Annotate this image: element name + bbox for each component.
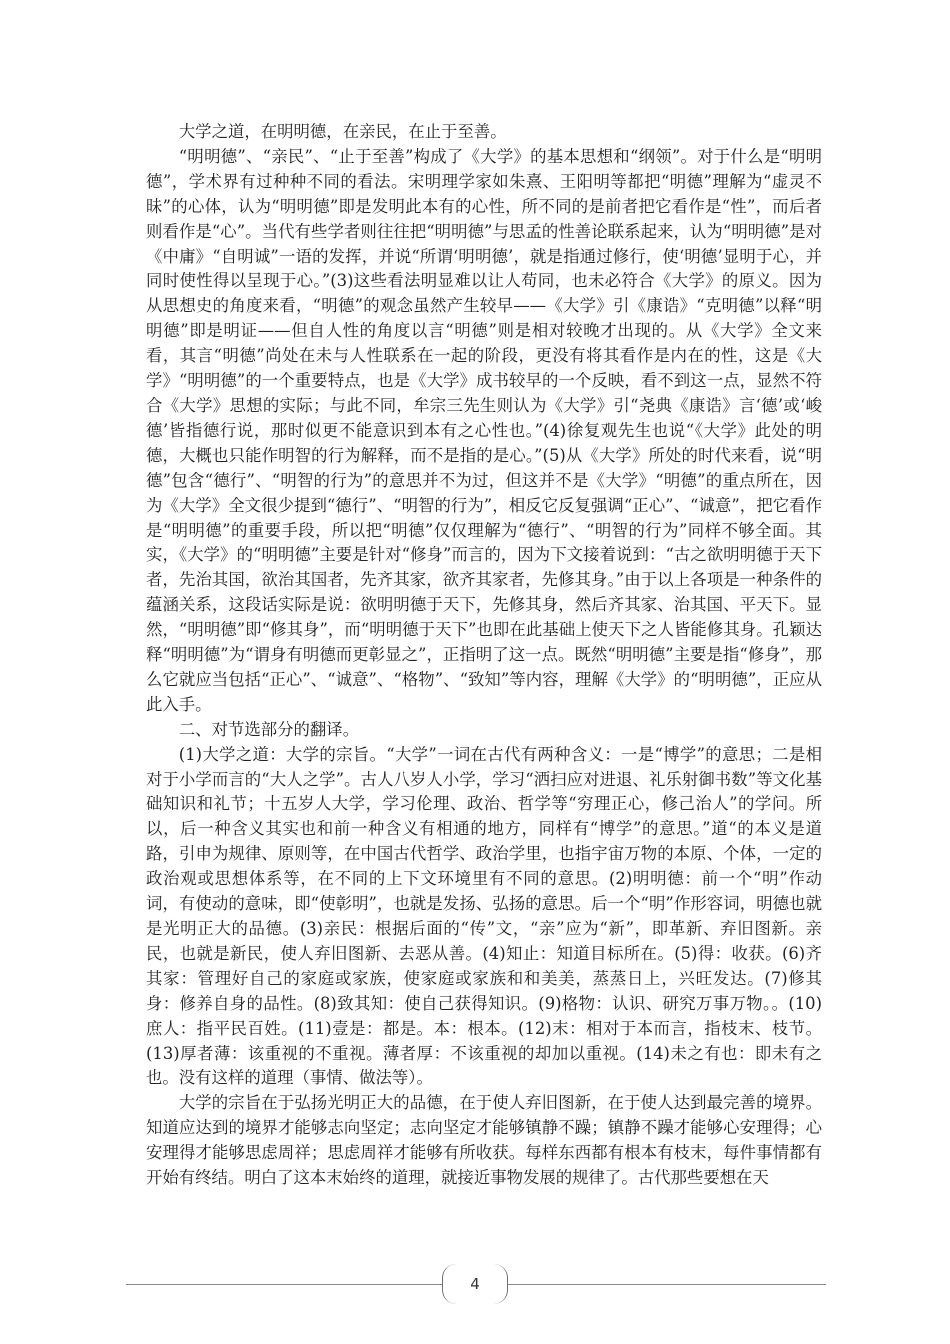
- annotation-paragraph: (1)大学之道：大学的宗旨。“大学”一词在古代有两种含义：一是“博学”的意思；二是相对于小学而言的“大人之学”。古人八岁人小学，学习“洒扫应对进退、礼乐射御书数”等文化基础知识和礼节；十五岁人大学，学习伦理、政治、哲学等“穷理正心，修己治人”的学问。所以，后一种含义其实也和前一种含义有相通的地方，同样有“博学”的意思。”道“的本义是道路，引申为规律、原则等，在中国古代哲学、政治学里，也指宇宙万物的本原、个体，一定的政治观或思想体系等，在不同的上下文环境里有不同的意思。(2)明明德：前一个“明”作动词，有使动的意味，即“使彰明”，也就是发扬、弘扬的意思。后一个“明”作形容词，明德也就是光明正大的品德。(3)亲民：根据后面的“传”文，“亲”应为“新”，即革新、弃旧图新。亲民，也就是新民，使人弃旧图新、去恶从善。(4)知止：知道目标所在。(5)得：收获。(6)齐其家：管理好自己的家庭或家族，使家庭或家族和和美美，蒸蒸日上，兴旺发达。(7)修其身：修养自身的品性。(8)致其知：使自己获得知识。(9)格物：认识、研究万事万物。。(10)庶人：指平民百姓。(11)壹是：都是。本：根本。(12)末：相对于本而言，指枝末、枝节。(13)厚者薄：该重视的不重视。薄者厚：不该重视的却加以重视。(14)未之有也：即未有之也。没有这样的道理（事情、做法等）。: [146, 744, 822, 1088]
- page-footer: [0, 1256, 950, 1312]
- commentary-paragraph: “明明德”、“亲民”、“止于至善”构成了《大学》的基本思想和“纲领”。对于什么是“明明德”，学术界有过种种不同的看法。宋明理学家如朱熹、王阳明等都把“明德”理解为“虚灵不昧”的心体，认为“明明德”即是发明此本有的心性，所不同的是前者把它看作是“性”，而后者则看作是“心”。当代有些学者则往往把“明明德”与思孟的性善论联系起来，认为“明明德”是对《中庸》“自明诚”一语的发挥，并说“所谓‘明明德’，就是指通过修行，使‘明德’显明于心，并同时使性得以呈现于心。”(3)这些看法明显难以让人苟同，也未必符合《大学》的原义。因为从思想史的角度来看，“明德”的观念虽然产生较早——《大学》引《康诰》“克明德”以释“明明德”即是明证——但自人性的角度以言“明德”则是相对较晚才出现的。从《大学》全文来看，其言“明德”尚处在未与人性联系在一起的阶段，更没有将其看作是内在的性，这是《大学》“明明德”的一个重要特点，也是《大学》成书较早的一个反映，看不到这一点，显然不符合《大学》思想的实际；与此不同，牟宗三先生则认为《大学》引“尧典《康诰》言‘德’或‘峻德’皆指德行说，那时似更不能意识到本有之心性也。”(4)徐复观先生也说“《大学》此处的明德，大概也只能作明智的行为解释，而不是指的是心。”(5)从《大学》所处的时代来看，说“明德”包含“德行”、“明智的行为”的意思并不为过，但这并不是《大学》“明德”的重点所在，因为《大学》全文很少提到“德行”、“明智的行为”，相反它反复强调“正心”、“诚意”，把它看作是“明明德”的重要手段，所以把“明德”仅仅理解为“德行”、“明智的行为”同样不够全面。其实，《大学》的“明明德”主要是针对“修身”而言的，因为下文接着说到：“古之欲明明德于天下者，先治其国，欲治其国者，先齐其家，欲齐其家者，先修其身。”由于以上各项是一种条件的蕴涵关系，这段话实际是说：欲明明德于天下，先修其身，然后齐其家、治其国、平天下。显然，“明明德”即“修其身”，而“明明德于天下”也即在此基础上使天下之人皆能修其身。孔颖达释“明明德”为“谓身有明德而更彰显之”，正指明了这一点。既然“明明德”主要是指“修身”，那么它就应当包括“正心”、“诚意”、“格物”、“致知”等内容，理解《大学》的“明明德”，正应从此入手。: [146, 146, 822, 714]
- translation-paragraph: 大学的宗旨在于弘扬光明正大的品德，在于使人弃旧图新，在于使人达到最完善的境界。知道应达到的境界才能够志向坚定；志向坚定才能够镇静不躁；镇静不躁才能够心安理得；心安理得才能够思虑周祥；思虑周祥才能够有所收获。每样东西都有根本有枝末，每件事情都有开始有终结。明白了这本末始终的道理，就接近事物发展的规律了。古代那些要想在天: [146, 1093, 822, 1188]
- classic-quote-paragraph: 大学之道，在明明德，在亲民，在止于至善。: [178, 122, 507, 141]
- page-number-bracket: [442, 1264, 508, 1304]
- document-body: [146, 120, 822, 1191]
- section-heading: 二、对节选部分的翻译。: [178, 719, 360, 739]
- page-number: 4: [470, 1275, 480, 1293]
- footer-divider-left: [126, 1284, 442, 1285]
- footer-divider-right: [508, 1284, 826, 1285]
